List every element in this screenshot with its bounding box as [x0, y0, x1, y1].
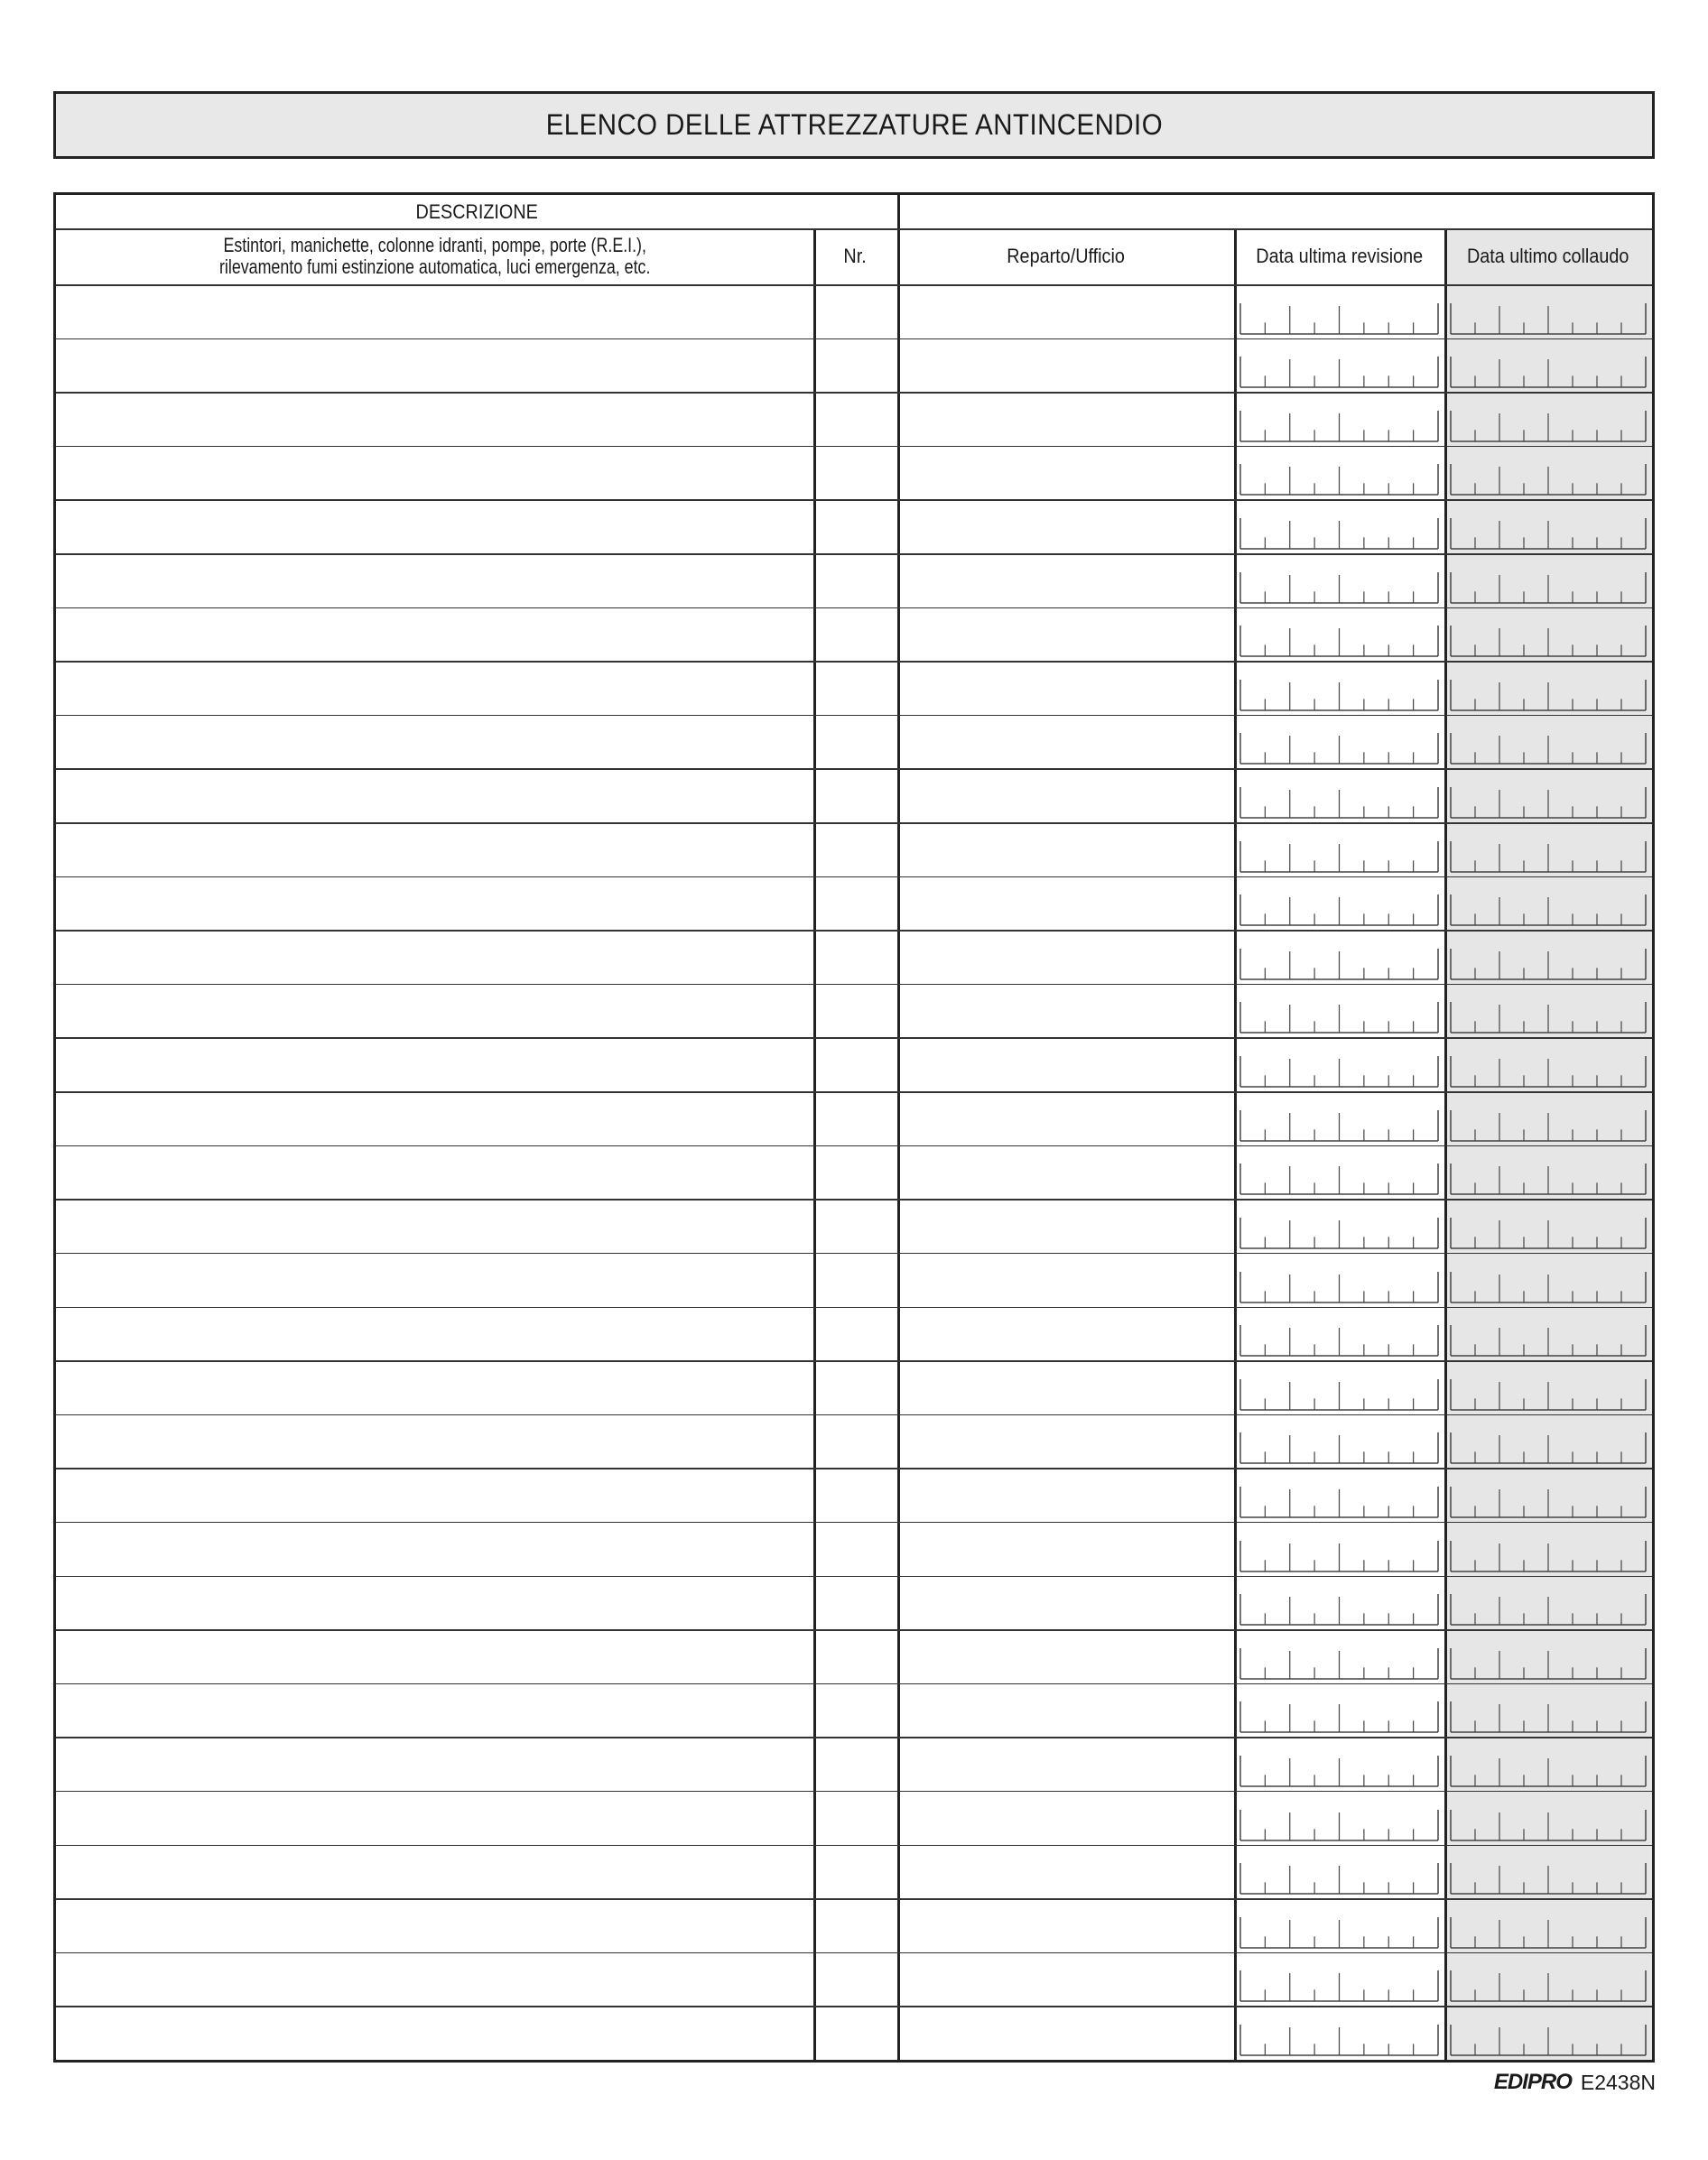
collaudo-date-field[interactable] — [1450, 1378, 1647, 1411]
description-cell[interactable] — [56, 661, 813, 715]
nr-cell[interactable] — [813, 1199, 897, 1253]
reparto-cell[interactable] — [897, 1360, 1234, 1414]
reparto-cell[interactable] — [897, 607, 1234, 662]
description-cell[interactable] — [56, 2006, 813, 2060]
revisione-date-field[interactable] — [1239, 1970, 1439, 2002]
collaudo-date-field[interactable] — [1450, 894, 1647, 926]
reparto-cell[interactable] — [897, 1414, 1234, 1469]
description-cell[interactable] — [56, 1576, 813, 1630]
revisione-date-field[interactable] — [1239, 625, 1439, 657]
description-cell[interactable] — [56, 446, 813, 500]
nr-cell[interactable] — [813, 1845, 897, 1899]
description-cell[interactable] — [56, 607, 813, 662]
table-row — [56, 876, 1652, 931]
reparto-cell[interactable] — [897, 1576, 1234, 1630]
table-row — [56, 607, 1652, 662]
header-descrizione-line-1: Estintori, manichette, colonne idranti, pompe, porte (R.E.I.), — [223, 234, 646, 256]
form-title-box — [53, 91, 1655, 159]
nr-cell[interactable] — [813, 392, 897, 446]
collaudo-date-field[interactable] — [1450, 1862, 1647, 1895]
nr-cell[interactable] — [813, 607, 897, 662]
collaudo-date-field[interactable] — [1450, 1540, 1647, 1572]
description-cell[interactable] — [56, 1145, 813, 1200]
description-cell[interactable] — [56, 1307, 813, 1361]
description-cell[interactable] — [56, 1683, 813, 1738]
reparto-cell[interactable] — [897, 1952, 1234, 2007]
revisione-date-field[interactable] — [1239, 1271, 1439, 1303]
header-data-revisione: Data ultima revisione — [1256, 245, 1423, 267]
collaudo-date-field[interactable] — [1450, 1055, 1647, 1088]
reparto-cell[interactable] — [897, 876, 1234, 931]
table-row — [56, 1522, 1652, 1576]
nr-cell[interactable] — [813, 1360, 897, 1414]
table-row — [56, 1199, 1652, 1253]
revisione-date-field[interactable] — [1239, 894, 1439, 926]
reparto-cell[interactable] — [897, 768, 1234, 822]
description-cell[interactable] — [56, 1952, 813, 2007]
description-cell[interactable] — [56, 1629, 813, 1683]
collaudo-date-field[interactable] — [1450, 571, 1647, 604]
description-cell[interactable] — [56, 1898, 813, 1952]
table-row — [56, 284, 1652, 338]
revisione-date-field[interactable] — [1239, 410, 1439, 442]
reparto-cell[interactable] — [897, 2006, 1234, 2060]
table-row — [56, 984, 1652, 1038]
nr-cell[interactable] — [813, 284, 897, 338]
table-row — [56, 1898, 1652, 1952]
revisione-date-field[interactable] — [1239, 1324, 1439, 1357]
form-code: E2438N — [1580, 2070, 1656, 2094]
table-row — [56, 1845, 1652, 1899]
description-cell[interactable] — [56, 1253, 813, 1307]
header-data-collaudo: Data ultimo collaudo — [1467, 245, 1629, 267]
collaudo-date-field[interactable] — [1450, 1647, 1647, 1680]
table-row — [56, 2006, 1652, 2060]
reparto-cell[interactable] — [897, 1145, 1234, 1200]
revisione-date-field[interactable] — [1239, 1163, 1439, 1195]
reparto-cell[interactable] — [897, 499, 1234, 553]
nr-cell[interactable] — [813, 553, 897, 607]
reparto-cell[interactable] — [897, 1629, 1234, 1683]
revisione-date-field[interactable] — [1239, 1055, 1439, 1088]
collaudo-date-field[interactable] — [1450, 1217, 1647, 1249]
collaudo-date-field[interactable] — [1450, 2024, 1647, 2056]
revisione-date-field[interactable] — [1239, 463, 1439, 496]
nr-cell[interactable] — [813, 338, 897, 393]
header-divider-top — [56, 228, 1652, 230]
reparto-cell[interactable] — [897, 1468, 1234, 1522]
reparto-cell[interactable] — [897, 661, 1234, 715]
revisione-date-field[interactable] — [1239, 1540, 1439, 1572]
revisione-date-field[interactable] — [1239, 1701, 1439, 1733]
table-row — [56, 1737, 1652, 1791]
revisione-date-field[interactable] — [1239, 1486, 1439, 1518]
table-row — [56, 1683, 1652, 1738]
description-cell[interactable] — [56, 1091, 813, 1145]
reparto-cell[interactable] — [897, 1037, 1234, 1091]
collaudo-date-field[interactable] — [1450, 1916, 1647, 1949]
revisione-date-field[interactable] — [1239, 302, 1439, 335]
revisione-date-field[interactable] — [1239, 1755, 1439, 1787]
header-descrizione: DESCRIZIONE — [415, 199, 538, 223]
nr-cell[interactable] — [813, 984, 897, 1038]
table-row — [56, 1091, 1652, 1145]
equipment-table — [53, 192, 1655, 2063]
nr-cell[interactable] — [813, 1952, 897, 2007]
header-nr: Nr. — [843, 245, 868, 267]
description-cell[interactable] — [56, 1199, 813, 1253]
reparto-cell[interactable] — [897, 984, 1234, 1038]
revisione-date-field[interactable] — [1239, 732, 1439, 765]
revisione-date-field[interactable] — [1239, 786, 1439, 819]
collaudo-date-field[interactable] — [1450, 302, 1647, 335]
description-cell[interactable] — [56, 1522, 813, 1576]
collaudo-date-field[interactable] — [1450, 463, 1647, 496]
nr-cell[interactable] — [813, 876, 897, 931]
description-cell[interactable] — [56, 1845, 813, 1899]
revisione-date-field[interactable] — [1239, 517, 1439, 550]
description-cell[interactable] — [56, 338, 813, 393]
reparto-cell[interactable] — [897, 338, 1234, 393]
description-cell[interactable] — [56, 1791, 813, 1845]
description-cell[interactable] — [56, 1468, 813, 1522]
description-cell[interactable] — [56, 930, 813, 984]
description-cell[interactable] — [56, 715, 813, 769]
revisione-date-field[interactable] — [1239, 2024, 1439, 2056]
footer — [1494, 2070, 1656, 2095]
reparto-cell[interactable] — [897, 822, 1234, 876]
reparto-cell[interactable] — [897, 284, 1234, 338]
nr-cell[interactable] — [813, 1253, 897, 1307]
collaudo-date-field[interactable] — [1450, 1593, 1647, 1626]
nr-cell[interactable] — [813, 822, 897, 876]
reparto-cell[interactable] — [897, 1737, 1234, 1791]
table-row — [56, 822, 1652, 876]
reparto-cell[interactable] — [897, 1091, 1234, 1145]
nr-cell[interactable] — [813, 1414, 897, 1469]
table-row — [56, 553, 1652, 607]
nr-cell[interactable] — [813, 715, 897, 769]
collaudo-date-field[interactable] — [1450, 1109, 1647, 1142]
table-row — [56, 1576, 1652, 1630]
description-cell[interactable] — [56, 876, 813, 931]
reparto-cell[interactable] — [897, 1791, 1234, 1845]
header-reparto: Reparto/Ufficio — [1007, 245, 1125, 267]
nr-cell[interactable] — [813, 1468, 897, 1522]
table-row — [56, 338, 1652, 393]
reparto-cell[interactable] — [897, 1845, 1234, 1899]
reparto-cell[interactable] — [897, 392, 1234, 446]
collaudo-date-field[interactable] — [1450, 625, 1647, 657]
revisione-date-field[interactable] — [1239, 1378, 1439, 1411]
table-row — [56, 1414, 1652, 1469]
table-row — [56, 1468, 1652, 1522]
revisione-date-field[interactable] — [1239, 948, 1439, 980]
collaudo-date-field[interactable] — [1450, 786, 1647, 819]
collaudo-date-field[interactable] — [1450, 1970, 1647, 2002]
nr-cell[interactable] — [813, 1091, 897, 1145]
nr-cell[interactable] — [813, 1307, 897, 1361]
revisione-date-field[interactable] — [1239, 1647, 1439, 1680]
collaudo-date-field[interactable] — [1450, 948, 1647, 980]
table-row — [56, 1629, 1652, 1683]
table-row — [56, 1253, 1652, 1307]
table-row — [56, 1952, 1652, 2007]
revisione-date-field[interactable] — [1239, 840, 1439, 873]
revisione-date-field[interactable] — [1239, 1001, 1439, 1034]
table-row — [56, 661, 1652, 715]
reparto-cell[interactable] — [897, 446, 1234, 500]
table-row — [56, 392, 1652, 446]
table-row — [56, 1307, 1652, 1361]
header-descrizione-line-2: rilevamento fumi estinzione automatica, luci emergenza, etc. — [218, 255, 651, 278]
reparto-cell[interactable] — [897, 1898, 1234, 1952]
description-cell[interactable] — [56, 392, 813, 446]
revisione-date-field[interactable] — [1239, 1432, 1439, 1464]
revisione-date-field[interactable] — [1239, 1916, 1439, 1949]
revisione-date-field[interactable] — [1239, 1217, 1439, 1249]
reparto-cell[interactable] — [897, 1307, 1234, 1361]
reparto-cell[interactable] — [897, 1199, 1234, 1253]
collaudo-date-field[interactable] — [1450, 1324, 1647, 1357]
nr-cell[interactable] — [813, 2006, 897, 2060]
nr-cell[interactable] — [813, 661, 897, 715]
nr-cell[interactable] — [813, 1037, 897, 1091]
description-cell[interactable] — [56, 768, 813, 822]
nr-cell[interactable] — [813, 768, 897, 822]
table-row — [56, 715, 1652, 769]
collaudo-date-field[interactable] — [1450, 1271, 1647, 1303]
nr-cell[interactable] — [813, 1791, 897, 1845]
collaudo-date-field[interactable] — [1450, 1163, 1647, 1195]
collaudo-date-field[interactable] — [1450, 410, 1647, 442]
description-cell[interactable] — [56, 1414, 813, 1469]
description-cell[interactable] — [56, 984, 813, 1038]
revisione-date-field[interactable] — [1239, 356, 1439, 388]
collaudo-date-field[interactable] — [1450, 1432, 1647, 1464]
nr-cell[interactable] — [813, 1898, 897, 1952]
collaudo-date-field[interactable] — [1450, 679, 1647, 711]
header-descrizione-sub — [56, 228, 813, 284]
nr-cell[interactable] — [813, 1629, 897, 1683]
collaudo-date-field[interactable] — [1450, 517, 1647, 550]
nr-cell[interactable] — [813, 1145, 897, 1200]
collaudo-date-field[interactable] — [1450, 1701, 1647, 1733]
reparto-cell[interactable] — [897, 1522, 1234, 1576]
description-cell[interactable] — [56, 284, 813, 338]
reparto-cell[interactable] — [897, 930, 1234, 984]
revisione-date-field[interactable] — [1239, 679, 1439, 711]
reparto-cell[interactable] — [897, 1253, 1234, 1307]
revisione-date-field[interactable] — [1239, 1862, 1439, 1895]
collaudo-date-field[interactable] — [1450, 840, 1647, 873]
collaudo-date-field[interactable] — [1450, 1755, 1647, 1787]
nr-cell[interactable] — [813, 1576, 897, 1630]
description-cell[interactable] — [56, 1737, 813, 1791]
reparto-cell[interactable] — [897, 715, 1234, 769]
nr-cell[interactable] — [813, 930, 897, 984]
publisher-logo: EDIPRO — [1493, 2070, 1572, 2094]
description-cell[interactable] — [56, 1037, 813, 1091]
table-row — [56, 1791, 1652, 1845]
description-cell[interactable] — [56, 1360, 813, 1414]
nr-cell[interactable] — [813, 446, 897, 500]
reparto-cell[interactable] — [897, 1683, 1234, 1738]
nr-cell[interactable] — [813, 1737, 897, 1791]
description-cell[interactable] — [56, 499, 813, 553]
table-row — [56, 1037, 1652, 1091]
revisione-date-field[interactable] — [1239, 571, 1439, 604]
revisione-date-field[interactable] — [1239, 1809, 1439, 1841]
collaudo-date-field[interactable] — [1450, 1809, 1647, 1841]
description-cell[interactable] — [56, 822, 813, 876]
revisione-date-field[interactable] — [1239, 1109, 1439, 1142]
table-row — [56, 930, 1652, 984]
table-row — [56, 446, 1652, 500]
form-title: ELENCO DELLE ATTREZZATURE ANTINCENDIO — [545, 108, 1163, 141]
description-cell[interactable] — [56, 553, 813, 607]
table-row — [56, 768, 1652, 822]
table-row — [56, 1145, 1652, 1200]
nr-cell[interactable] — [813, 499, 897, 553]
collaudo-date-field[interactable] — [1450, 1001, 1647, 1034]
nr-cell[interactable] — [813, 1683, 897, 1738]
revisione-date-field[interactable] — [1239, 1593, 1439, 1626]
collaudo-date-field[interactable] — [1450, 732, 1647, 765]
reparto-cell[interactable] — [897, 553, 1234, 607]
collaudo-date-field[interactable] — [1450, 356, 1647, 388]
table-row — [56, 499, 1652, 553]
collaudo-date-field[interactable] — [1450, 1486, 1647, 1518]
nr-cell[interactable] — [813, 1522, 897, 1576]
table-row — [56, 1360, 1652, 1414]
